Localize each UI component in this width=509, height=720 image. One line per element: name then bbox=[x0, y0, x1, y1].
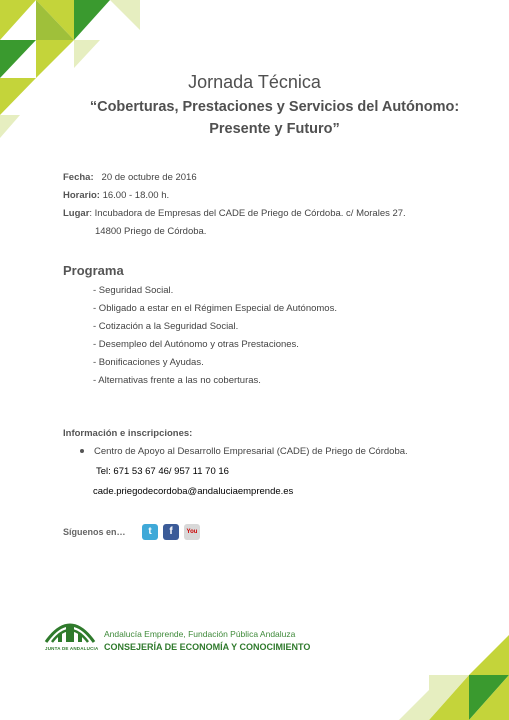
contacto-heading: Información e inscripciones: bbox=[63, 428, 193, 439]
footer-line-1: Andalucía Emprende, Fundación Pública Andaluza bbox=[104, 629, 296, 639]
list-item: - Bonificaciones y Ayudas. bbox=[93, 357, 204, 368]
contacto-email-link[interactable]: cade.priegodecordoba@andaluciaemprende.es bbox=[93, 486, 294, 497]
lugar-label: Lugar bbox=[63, 208, 90, 219]
horario-label: Horario: bbox=[63, 190, 100, 201]
social-label: Síguenos en… bbox=[63, 527, 126, 537]
fecha-row bbox=[63, 172, 197, 183]
list-item: - Alternativas frente a las no coberturas. bbox=[93, 375, 261, 386]
bullet-icon bbox=[80, 449, 84, 453]
junta-andalucia-logo bbox=[42, 612, 98, 646]
list-item: - Desempleo del Autónomo y otras Prestaciones. bbox=[93, 339, 299, 350]
lugar-value-line-2: 14800 Priego de Córdoba. bbox=[95, 226, 207, 237]
programa-list bbox=[93, 282, 337, 390]
lugar-row bbox=[63, 208, 406, 219]
centro-text: Centro de Apoyo al Desarrollo Empresarial (CADE) de Priego de Córdoba. bbox=[94, 446, 408, 457]
contacto-telefono: Tel: 671 53 67 46/ 957 11 70 16 bbox=[96, 466, 229, 477]
list-item: - Cotización a la Seguridad Social. bbox=[93, 321, 239, 332]
programa-heading: Programa bbox=[63, 263, 124, 278]
contacto-centro bbox=[80, 446, 408, 457]
facebook-icon[interactable]: f bbox=[163, 524, 179, 540]
list-item: - Obligado a estar en el Régimen Especial de Autónomos. bbox=[93, 303, 337, 314]
horario-value: 16.00 - 18.00 h. bbox=[102, 190, 170, 201]
page-title: Jornada Técnica bbox=[188, 72, 321, 92]
lugar-value: : Incubadora de Empresas del CADE de Priego de Córdoba. c/ Morales 27. bbox=[89, 208, 406, 219]
page-subtitle bbox=[40, 96, 509, 140]
subtitle-line-1: “Coberturas, Prestaciones y Servicios del Autónomo: bbox=[89, 99, 460, 115]
subtitle-line-2: Presente y Futuro” bbox=[209, 121, 340, 137]
list-item: - Seguridad Social. bbox=[93, 285, 174, 296]
bottom-decoration bbox=[379, 635, 509, 720]
fecha-label: Fecha: bbox=[63, 172, 94, 183]
junta-logo-text: JUNTA DE ANDALUCIA bbox=[45, 646, 99, 651]
footer-line-2: CONSEJERÍA DE ECONOMÍA Y CONOCIMIENTO bbox=[104, 642, 311, 652]
twitter-icon[interactable]: t bbox=[142, 524, 158, 540]
fecha-value: 20 de octubre de 2016 bbox=[101, 172, 197, 183]
horario-row bbox=[63, 190, 169, 201]
youtube-icon[interactable]: You bbox=[184, 524, 200, 540]
